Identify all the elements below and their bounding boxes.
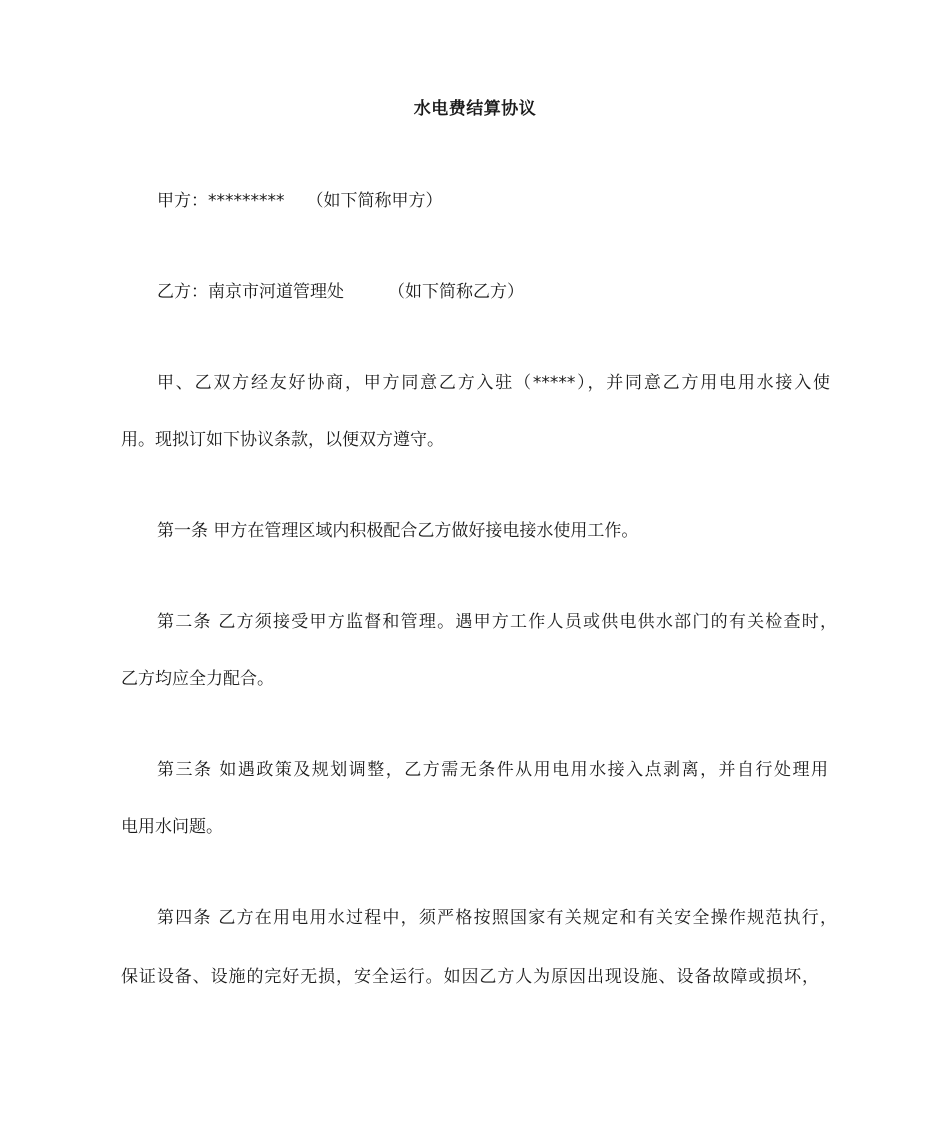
article-3-line-1: 第三条 如遇政策及规划调整，乙方需无条件从用电用水接入点剥离，并自行处理用 [157,760,828,780]
article-2-line-1: 第二条 乙方须接受甲方监督和管理。遇甲方工作人员或供电供水部门的有关检查时， [157,612,837,632]
intro-line-1: 甲、乙双方经友好协商，甲方同意乙方入驻（*****），并同意乙方用电用水接入使 [157,373,830,393]
intro-line-2: 用。现拟订如下协议条款，以便双方遵守。 [121,430,444,450]
party-b-note: （如下简称乙方） [388,282,524,302]
party-b-line [157,280,524,304]
party-a-line [157,189,443,213]
article-4-line-2: 保证设备、设施的完好无损，安全运行。如因乙方人为原因出现设施、设备故障或损坏， [121,967,819,987]
party-b-label: 乙方： [157,282,208,302]
party-a-name: ********* [208,191,285,211]
party-a-note: （如下简称甲方） [306,191,443,211]
document-title: 水电费结算协议 [413,99,537,119]
article-2-line-2: 乙方均应全力配合。 [121,669,274,689]
party-a-label: 甲方： [157,191,208,211]
article-3-line-2: 电用水问题。 [121,817,223,837]
article-4-line-1: 第四条 乙方在用电用水过程中，须严格按照国家有关规定和有关安全操作规范执行， [157,908,837,928]
party-b-name: 南京市河道管理处 [208,282,344,302]
article-1-line-1: 第一条 甲方在管理区域内积极配合乙方做好接电接水使用工作。 [157,521,639,541]
